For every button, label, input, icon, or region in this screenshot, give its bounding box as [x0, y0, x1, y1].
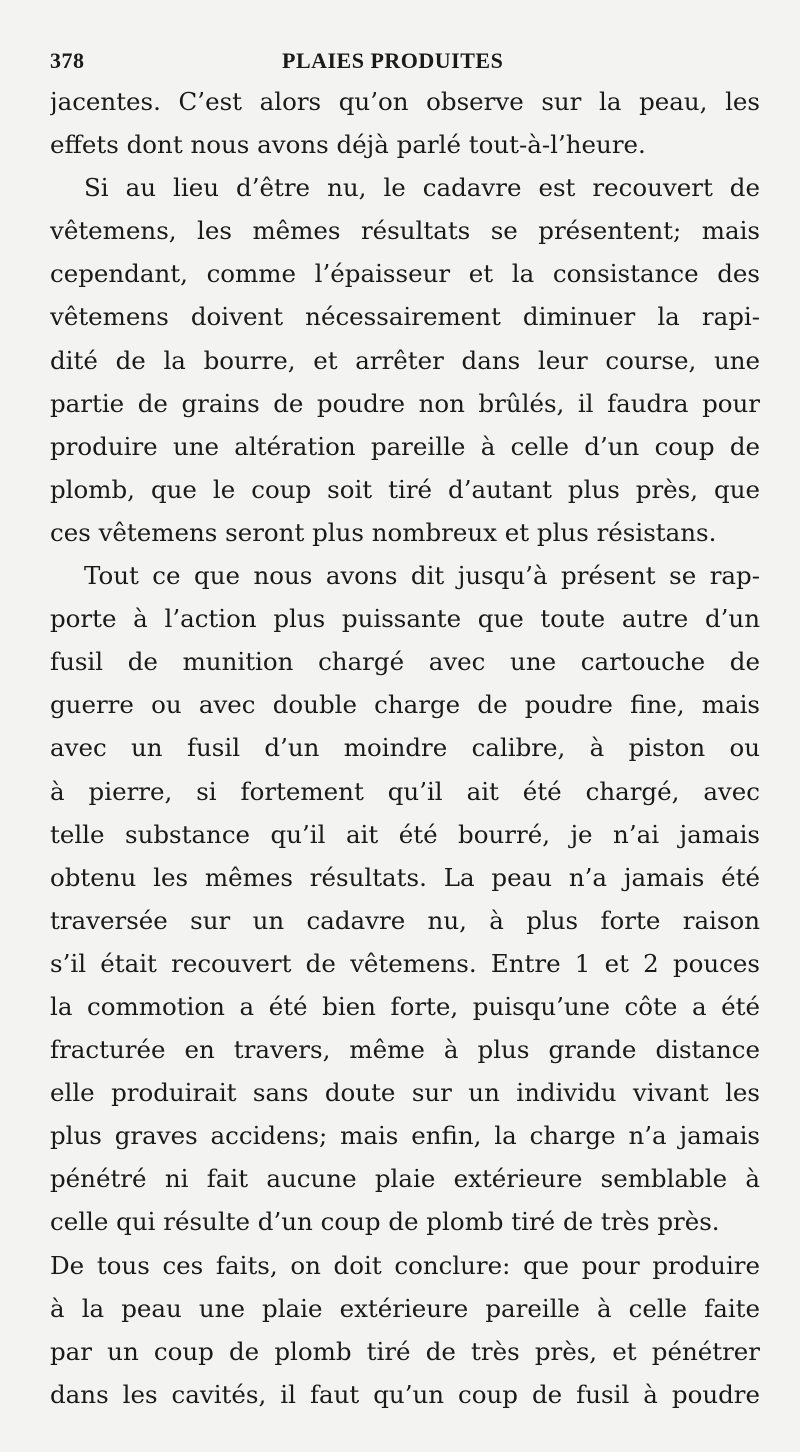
text-line: dité de la bourre, et arrêter dans leur course, une: [50, 345, 760, 375]
page-number: 378: [50, 48, 85, 73]
text-line: guerre ou avec double charge de poudre fine, mais: [50, 690, 760, 720]
text-line: ces vêtemens seront plus nombreux et plus résistans.: [50, 517, 717, 547]
page-header: [50, 44, 760, 80]
text-line: plus graves accidens; mais enfin, la charge n’a jamais: [50, 1121, 760, 1151]
text-line: par un coup de plomb tiré de très près, et pénétrer: [50, 1336, 760, 1366]
text-line: à la peau une plaie extérieure pareille à celle faite: [50, 1293, 760, 1323]
text-line: traversée sur un cadavre nu, à plus forte raison: [50, 905, 760, 935]
text-line: avec un fusil d’un moindre calibre, à piston ou: [50, 733, 760, 763]
text-line: dans les cavités, il faut qu’un coup de fusil à poudre: [50, 1379, 760, 1409]
text-line: porte à l’action plus puissante que toute autre d’un: [50, 604, 760, 634]
text-line: fusil de munition chargé avec une cartouche de: [50, 647, 760, 677]
body-text: [50, 80, 760, 1416]
text-line: Tout ce que nous avons dit jusqu’à présent se rap-: [84, 561, 760, 591]
text-line: pénétré ni fait aucune plaie extérieure semblable à: [50, 1164, 760, 1194]
text-line: jacentes. C’est alors qu’on observe sur la peau, les: [50, 87, 760, 116]
text-line: vêtemens doivent nécessairement diminuer la rapi-: [50, 302, 760, 332]
text-line: effets dont nous avons déjà parlé tout-à-l’heure.: [50, 130, 646, 160]
text-line: plomb, que le coup soit tiré d’autant plus près, que: [50, 474, 760, 504]
text-line: celle qui résulte d’un coup de plomb tiré de très près.: [50, 1207, 720, 1237]
text-line: la commotion a été bien forte, puisqu’une côte a été: [50, 991, 760, 1021]
text-line: elle produirait sans doute sur un individu vivant les: [50, 1078, 760, 1108]
text-line: s’il était recouvert de vêtemens. Entre 1 et 2 pouces: [50, 948, 760, 978]
running-head: PLAIES PRODUITES: [282, 48, 504, 73]
text-line: cependant, comme l’épaisseur et la consistance des: [50, 259, 760, 289]
text-line: Si au lieu d’être nu, le cadavre est recouvert de: [84, 173, 760, 203]
text-line: telle substance qu’il ait été bourré, je n’ai jamais: [50, 819, 760, 849]
text-line: produire une altération pareille à celle d’un coup de: [50, 431, 760, 461]
text-line: fracturée en travers, même à plus grande distance: [50, 1035, 760, 1065]
text-line: partie de grains de poudre non brûlés, il faudra pour: [50, 388, 760, 418]
text-line: De tous ces faits, on doit conclure: que pour produire: [50, 1250, 760, 1280]
text-line: à pierre, si fortement qu’il ait été chargé, avec: [50, 776, 760, 806]
text-line: vêtemens, les mêmes résultats se présentent; mais: [50, 216, 760, 246]
text-line: obtenu les mêmes résultats. La peau n’a jamais été: [50, 862, 760, 892]
